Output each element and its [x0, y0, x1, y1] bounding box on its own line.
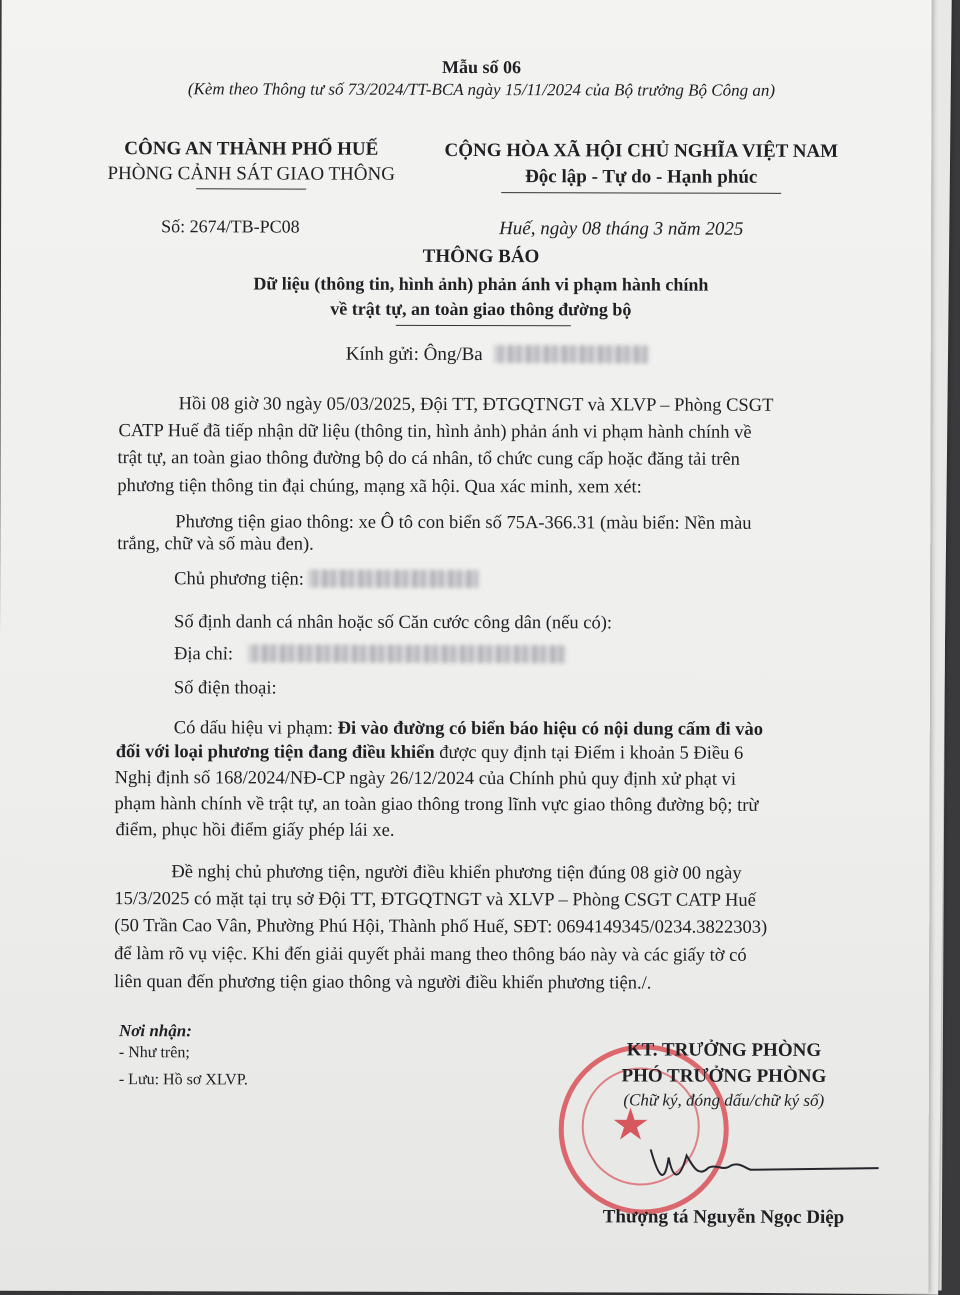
vehicle-line-2: trắng, chữ và số màu đen).: [117, 534, 314, 555]
document-subtitle-2: về trật tự, an toàn giao thông đường bộ: [330, 298, 632, 320]
signature-note: (Chữ ký, đóng dấu/chữ ký số): [623, 1090, 825, 1110]
phone-label: Số điện thoại:: [173, 678, 277, 699]
title-underline: [396, 325, 571, 326]
request-line-2: 15/3/2025 có mặt tại trụ sở Đội TT, ĐTGQTNGT và XLVP – Phòng CSGT CATP Huế: [114, 889, 756, 911]
motto: Độc lập - Tự do - Hạnh phúc: [525, 166, 758, 188]
request-line-4: để làm rõ vụ việc. Khi đến giải quyết phải mang theo thông báo này và các giấy tờ có: [114, 944, 747, 966]
star-icon: ★: [610, 1099, 651, 1151]
request-line-5: liên quan đến phương tiện giao thông và người điều khiển phương tiện./.: [114, 972, 652, 994]
violation-description-2: đối với loại phương tiện đang điều khiển: [115, 742, 435, 763]
violation-prefix: Có dấu hiệu vi phạm:: [173, 718, 338, 739]
greeting: [346, 344, 649, 367]
vehicle-line-1: Phương tiện giao thông: xe Ô tô con biển số 75A-366.31 (màu biển: Nền màu: [175, 512, 752, 534]
violation-reference: được quy định tại Điểm i khoản 5 Điều 6: [434, 742, 744, 764]
agency-name: CÔNG AN THÀNH PHỐ HUẾ: [124, 138, 379, 160]
request-line-3: (50 Trần Cao Vân, Phường Phú Hội, Thành phố Huế, SĐT: 0694149345/0234.3822303): [114, 916, 768, 938]
address-label: Địa chỉ:: [173, 644, 234, 665]
violation-description-1: Đi vào đường có biển báo hiệu có nội dung cấm đi vào: [337, 718, 764, 740]
signatory-title-2: PHÓ TRƯỞNG PHÒNG: [621, 1065, 827, 1087]
recipient-item: - Lưu: Hồ sơ XLVP.: [118, 1071, 248, 1089]
owner-row: [174, 564, 478, 595]
signatory-name: Thượng tá Nguyễn Ngọc Diệp: [602, 1206, 845, 1228]
redacted-name: [493, 345, 648, 363]
signatory-title-1: KT. TRƯỞNG PHÒNG: [626, 1039, 822, 1061]
violation-line-4: phạm hành chính về trật tự, an toàn giao thông trong lĩnh vực giao thông đường bộ; trừ: [114, 794, 759, 816]
intro-line-3: trật tự, an toàn giao thông đường bộ do cá nhân, tổ chức cung cấp hoặc đăng tải trên: [117, 448, 740, 470]
intro-line-1: Hồi 08 giờ 30 ngày 05/03/2025, Đội TT, ĐTGQTNGT và XLVP – Phòng CSGT: [178, 394, 774, 416]
form-number: Mẫu số 06: [441, 56, 522, 78]
violation-line-5: điểm, phục hồi điểm giấy phép lái xe.: [115, 820, 395, 841]
document-title: THÔNG BÁO: [422, 245, 540, 268]
violation-line-3: Nghị định số 168/2024/NĐ-CP ngày 26/12/2024 của Chính phủ quy định xử phạt vi: [114, 768, 737, 790]
department-name: PHÒNG CẢNH SÁT GIAO THÔNG: [107, 163, 395, 185]
agency-underline: [196, 188, 306, 189]
handwritten-signature: [639, 1137, 889, 1193]
request-line-1: Đề nghị chủ phương tiện, người điều khiển phương tiện đúng 08 giờ 00 ngày: [171, 862, 742, 884]
place-date: Huế, ngày 08 tháng 3 năm 2025: [499, 218, 744, 240]
recipients-label: Nơi nhận:: [118, 1021, 192, 1041]
intro-line-2: CATP Huế đã tiếp nhận dữ liệu (thông tin, hình ảnh) phản ánh vi phạm hành chính về: [118, 421, 752, 443]
recipient-item: - Như trên;: [118, 1044, 190, 1062]
redacted-owner: [309, 570, 479, 588]
country-name: CỘNG HÒA XÃ HỘI CHỦ NGHĨA VIỆT NAM: [444, 139, 839, 162]
address-row: [174, 639, 566, 670]
document-number: Số: 2674/TB-PC08: [161, 216, 300, 237]
motto-underline: [501, 192, 781, 194]
form-reference: (Kèm theo Thông tư số 73/2024/TT-BCA ngày 15/11/2024 của Bộ trưởng Bộ Công an): [187, 79, 776, 100]
redacted-address: [248, 644, 566, 663]
id-label: Số định danh cá nhân hoặc số Căn cước công dân (nếu có):: [174, 612, 613, 634]
document-subtitle-1: Dữ liệu (thông tin, hình ảnh) phản ánh vi phạm hành chính: [253, 273, 709, 295]
greeting-text: Kính gửi: Ông/Ba: [345, 343, 483, 366]
owner-label: Chủ phương tiện:: [174, 569, 304, 590]
intro-line-4: phương tiện thông tin đại chúng, mạng xã hội. Qua xác minh, xem xét:: [117, 476, 642, 498]
